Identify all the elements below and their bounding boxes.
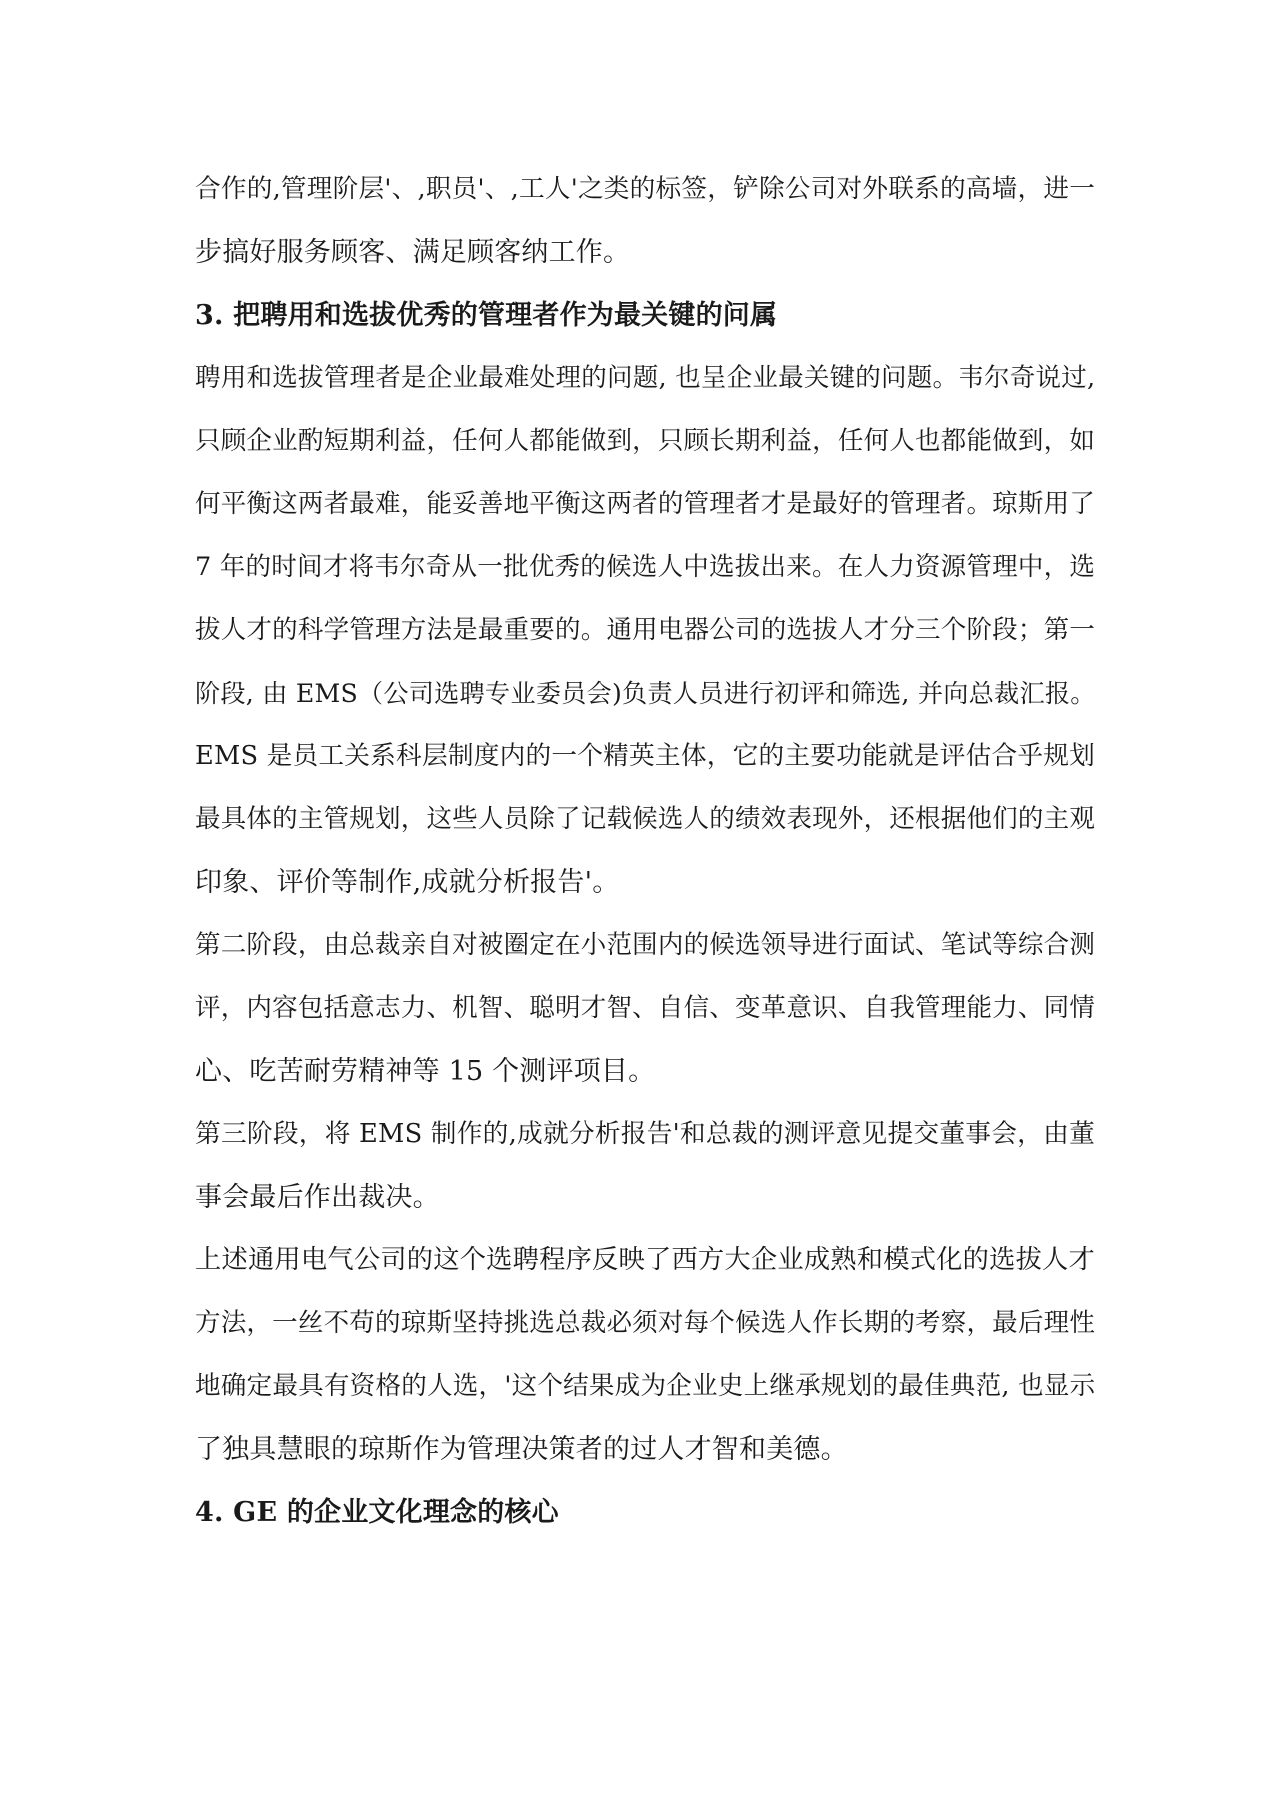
text-line-12: 印象、评价等制作,成就分析报告'。 [195, 867, 620, 898]
section-heading-4: 4. GE 的企业文化理念的核心 [195, 1497, 559, 1528]
text-line-11: 最具体的主管规划，这些人员除了记载候选人的绩效表现外，还根据他们的主观 [195, 804, 1096, 834]
text-line-14: 评，内容包括意志力、机智、聪明才智、自信、变革意识、自我管理能力、同情 [195, 993, 1096, 1023]
section-heading-3: 3. 把聘用和选拔优秀的管理者作为最关键的问属 [195, 300, 778, 331]
text-line-21: 了独具慧眼的琼斯作为管理决策者的过人才智和美德。 [195, 1434, 848, 1465]
text-line-13: 第二阶段，由总裁亲自对被圈定在小范围内的候选领导进行面试、笔试等综合测 [195, 930, 1096, 960]
text-line-2: 步搞好服务顾客、满足顾客纳工作。 [195, 237, 631, 268]
text-line-17: 事会最后作出裁决。 [195, 1182, 440, 1213]
document-page [195, 158, 1095, 1544]
text-line-20: 地确定最具有资格的人选，'这个结果成为企业史上继承规划的最佳典范, 也显示 [195, 1371, 1096, 1401]
text-line-1: 合作的,管理阶层'、,职员'、,工人'之类的标签，铲除公司对外联系的高墙，进一 [195, 174, 1096, 204]
text-line-19: 方法，一丝不苟的琼斯坚持挑选总裁必须对每个候选人作长期的考察，最后理性 [195, 1308, 1096, 1338]
text-line-10: EMS 是员工关系科层制度内的一个精英主体，它的主要功能就是评估合乎规划 [195, 741, 1096, 771]
text-line-18: 上述通用电气公司的这个选聘程序反映了西方大企业成熟和模式化的选拔人才 [195, 1245, 1095, 1275]
text-line-7: 7 年的时间才将韦尔奇从一批优秀的候选人中选拔出来。在人力资源管理中，选 [195, 552, 1096, 582]
text-line-5: 只顾企业酌短期利益，任何人都能做到，只顾长期利益，任何人也都能做到，如 [195, 426, 1096, 456]
text-line-15: 心、吃苦耐劳精神等 15 个测评项目。 [195, 1056, 656, 1087]
text-line-6: 何平衡这两者最难，能妥善地平衡这两者的管理者才是最好的管理者。琼斯用了 [195, 489, 1096, 519]
text-line-9: 阶段, 由 EMS（公司选聘专业委员会)负责人员进行初评和筛选, 并向总裁汇报。 [195, 679, 1096, 708]
text-line-4: 聘用和选拔管理者是企业最难处理的问题, 也呈企业最关键的问题。韦尔奇说过, [195, 363, 1096, 393]
text-line-8: 拔人才的科学管理方法是最重要的。通用电器公司的选拔人才分三个阶段；第一 [195, 615, 1096, 645]
text-line-16: 第三阶段，将 EMS 制作的,成就分析报告'和总裁的测评意见提交董事会，由董 [195, 1119, 1095, 1149]
